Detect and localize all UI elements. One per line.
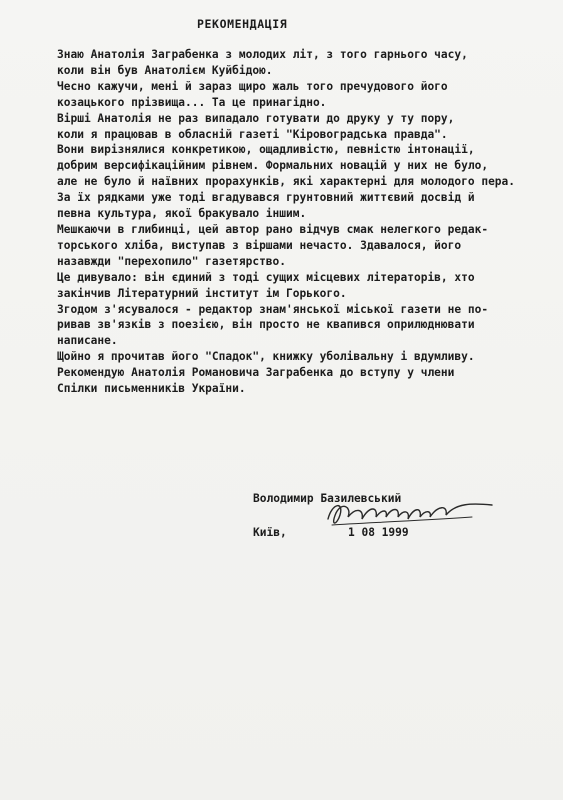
body-line: але не було й наївних прорахунків, які характерні для молодого пера. xyxy=(57,175,516,189)
body-line: торського хліба, виступав з віршами нечасто. Здавалося, його xyxy=(57,238,462,252)
body-line: Рекомендую Анатолія Романовича Заграбенка до вступу у члени xyxy=(57,366,455,380)
body-line: закінчив Літературний інститут ім Горького. xyxy=(57,286,347,300)
body-line: За їх рядками уже тоді вгадувався грунтовний життєвий досвід й xyxy=(57,191,475,205)
body-line: Вони вирізнялися конкретикою, ощадливістю, певністю інтонації, xyxy=(57,143,475,157)
body-line: Знаю Анатолія Заграбенка з молодих літ, з того гарнього часу, xyxy=(57,48,468,61)
body-line: коли я працював в обласній газеті "Кіровоградська правда". xyxy=(57,127,448,141)
body-line: козацького прізвища... Та це принагідно. xyxy=(57,95,327,109)
body-line: назавжди "перехопило" газетярство. xyxy=(57,254,287,268)
handwritten-signature xyxy=(322,495,502,533)
body-line: Спілки письменників України. xyxy=(57,382,246,396)
body-line: написане. xyxy=(57,334,118,348)
place-text: Київ, xyxy=(253,526,287,539)
body-line: Чесно кажучи, мені й зараз щиро жаль того пречудового його xyxy=(57,79,448,93)
body-line: Мешкаючи в глибинці, цей автор рано відчув смак нелегкого редак- xyxy=(57,222,489,236)
body-line: Щойно я прочитав його "Спадок", книжку уболівальну і вдумливу. xyxy=(57,350,475,364)
signatory-name: Володимир Базилевський xyxy=(253,492,402,505)
body-line: Це дивувало: він єдиний з тоді сущих місцевих літераторів, хто xyxy=(57,270,475,284)
body-line: добрим версифікаційним рівнем. Формальних новацій у них не було, xyxy=(57,159,489,173)
body-line: певна культура, якої бракувало іншим. xyxy=(57,207,307,221)
document-body xyxy=(57,47,557,397)
body-line: Вірші Анатолія не раз випадало готувати до друку у ту пору, xyxy=(57,111,455,125)
body-line: ривав зв'язків з поезією, він просто не квапився оприлюднювати xyxy=(57,318,475,332)
body-line: Згодом з'ясувалося - редактор знам'янської міської газети не по- xyxy=(57,302,489,316)
body-line: коли він був Анатолієм Куйбідою. xyxy=(57,63,273,77)
date-text: 1 08 1999 xyxy=(348,526,409,539)
document-title: РЕКОМЕНДАЦІЯ xyxy=(197,17,288,31)
